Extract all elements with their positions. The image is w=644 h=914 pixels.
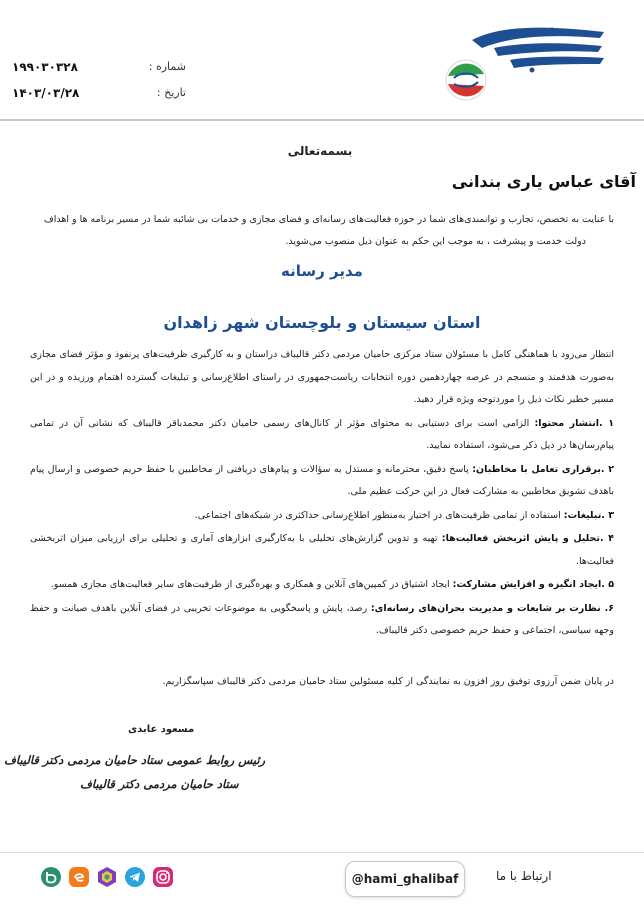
item-text: تهیه و تدوین گزارش‌های تحلیلی با به‌کارگیری ابزارهای آماری و تحلیلی برای ارزیابی میزان اثربخشی فعالیت‌ها.: [30, 533, 614, 567]
signer-title: رئیس روابط عمومی ستاد حامیان مردمی دکتر قالیباف: [4, 753, 266, 767]
instruction-paragraph: انتظار می‌رود با هماهنگی کامل با مسئولان ستاد مرکزی حامیان مردمی دکتر قالیباف دراستان و به کارگیری ظرفیت‌های پرنفوذ و مؤثر فضای مجازی به‌صورت هدفمند و منسجم در عرصه چهاردهمین دوره انتخابات ریاست‌جمهوری در راستای اطلاع‌رسانی و تبلیغات گسترده اهتمام ورزیده و در این مسیر خطیر نکات ذیل را موردتوجه ویژه قرار دهید.: [30, 349, 614, 405]
ghalibaf-campaign-logo-icon: [432, 18, 612, 106]
item-title: ۳ .تبلیغات:: [563, 509, 614, 521]
list-item: [30, 413, 614, 458]
list-item: [30, 598, 614, 643]
letter-body: [30, 344, 614, 644]
item-title: ۴ .تحلیل و پایش اثربخش فعالیت‌ها:: [441, 533, 614, 544]
item-title: ۶. نظارت بر شایعات و مدیریت بحران‌های رسانه‌ای:: [370, 602, 615, 614]
signer-organization: ستاد حامیان مردمی دکتر قالیباف: [80, 777, 239, 791]
handle-text: @hami_ghalibaf: [351, 872, 459, 886]
rubika-icon[interactable]: [96, 866, 118, 888]
list-item: [30, 574, 614, 597]
number-value: ۱۹۹۰۳۰۳۲۸: [12, 60, 78, 74]
footer-divider: [0, 852, 644, 853]
location-title: استان سیستان و بلوچستان شهر زاهدان: [163, 313, 481, 332]
basmala: بسمه‌تعالی: [287, 144, 353, 158]
recipient-name: آقای عباس یاری بندانی: [451, 172, 636, 191]
list-item: [30, 459, 614, 504]
eitaa-icon[interactable]: [68, 866, 90, 888]
date-value: ۱۴۰۳/۰۳/۲۸: [12, 86, 80, 100]
signer-name: مسعود عابدی: [128, 724, 195, 735]
item-title: ۱ .انتشار محتوا:: [534, 417, 614, 429]
item-text: الزامی است برای دستیابی به محتوای مؤثر از کانال‌های رسمی حامیان دکتر محمدباقر قالیباف که نشانی آن در تمامی پیام‌رسان‌ها در ذیل ذکر می‌شود، استفاده نمایید.: [30, 417, 614, 451]
list-item: [30, 505, 614, 528]
social-handle[interactable]: [345, 861, 465, 897]
list-item: [30, 528, 614, 573]
number-label: شماره :: [148, 60, 186, 73]
item-text: رصد، پایش و پاسخگویی به موضوعات تخریبی در فضای آنلاین باهدف صیانت و حفظ وجهه سیاسی، اجتماعی و حفظ حریم خصوصی دکتر قالیباف.: [30, 602, 614, 636]
item-text: ایجاد اشتیاق در کمپین‌های آنلاین و همکاری و بهره‌گیری از ظرفیت‌های سایر فعالیت‌های مجازی همسو.: [50, 579, 450, 590]
telegram-icon[interactable]: [124, 866, 146, 888]
intro-paragraph: با عنایت به تخصص، تجارب و توانمندی‌های شما در حوزه فعالیت‌های رسانه‌ای و فضای مجازی و خدمات بی شائبه شما در مسیر برنامه ها و اهداف دولت خدمت و پیشرفت ، به موجب این حکم به عنوان ذیل منصوب می‌شوید.: [43, 214, 614, 247]
item-text: استفاده از تمامی ظرفیت‌های در اختیار به‌منظور اطلاع‌رسانی حداکثری در شبکه‌های اجتماعی.: [194, 509, 561, 521]
header-divider: [0, 119, 644, 121]
meta-values: [12, 54, 92, 106]
position-title: مدیر رسانه: [281, 262, 363, 280]
item-text: پاسخ دقیق، محترمانه و مستدل به سؤالات و پیام‌های دریافتی از مخاطبین با حفظ حریم خصوصی و ارسال پیام باهدف تشویق مخاطبین به مشارکت فعال در این حرکت عظیم ملی.: [30, 463, 614, 497]
closing-paragraph: در پایان ضمن آرزوی توفیق روز افزون به نمایندگی از کلیه مسئولین ستاد حامیان مردمی دکتر قالیباف سپاسگزاریم.: [162, 676, 614, 687]
instagram-icon[interactable]: [152, 866, 174, 888]
contact-label: ارتباط با ما: [496, 869, 552, 883]
item-title: ۲ .برقراری تعامل با مخاطبان:: [472, 463, 615, 475]
item-title: ۵ .ایجاد انگیزه و افزایش مشارکت:: [452, 579, 614, 590]
bale-icon[interactable]: [40, 866, 62, 888]
meta-labels: [86, 54, 186, 106]
date-label: تاریخ :: [156, 86, 186, 99]
